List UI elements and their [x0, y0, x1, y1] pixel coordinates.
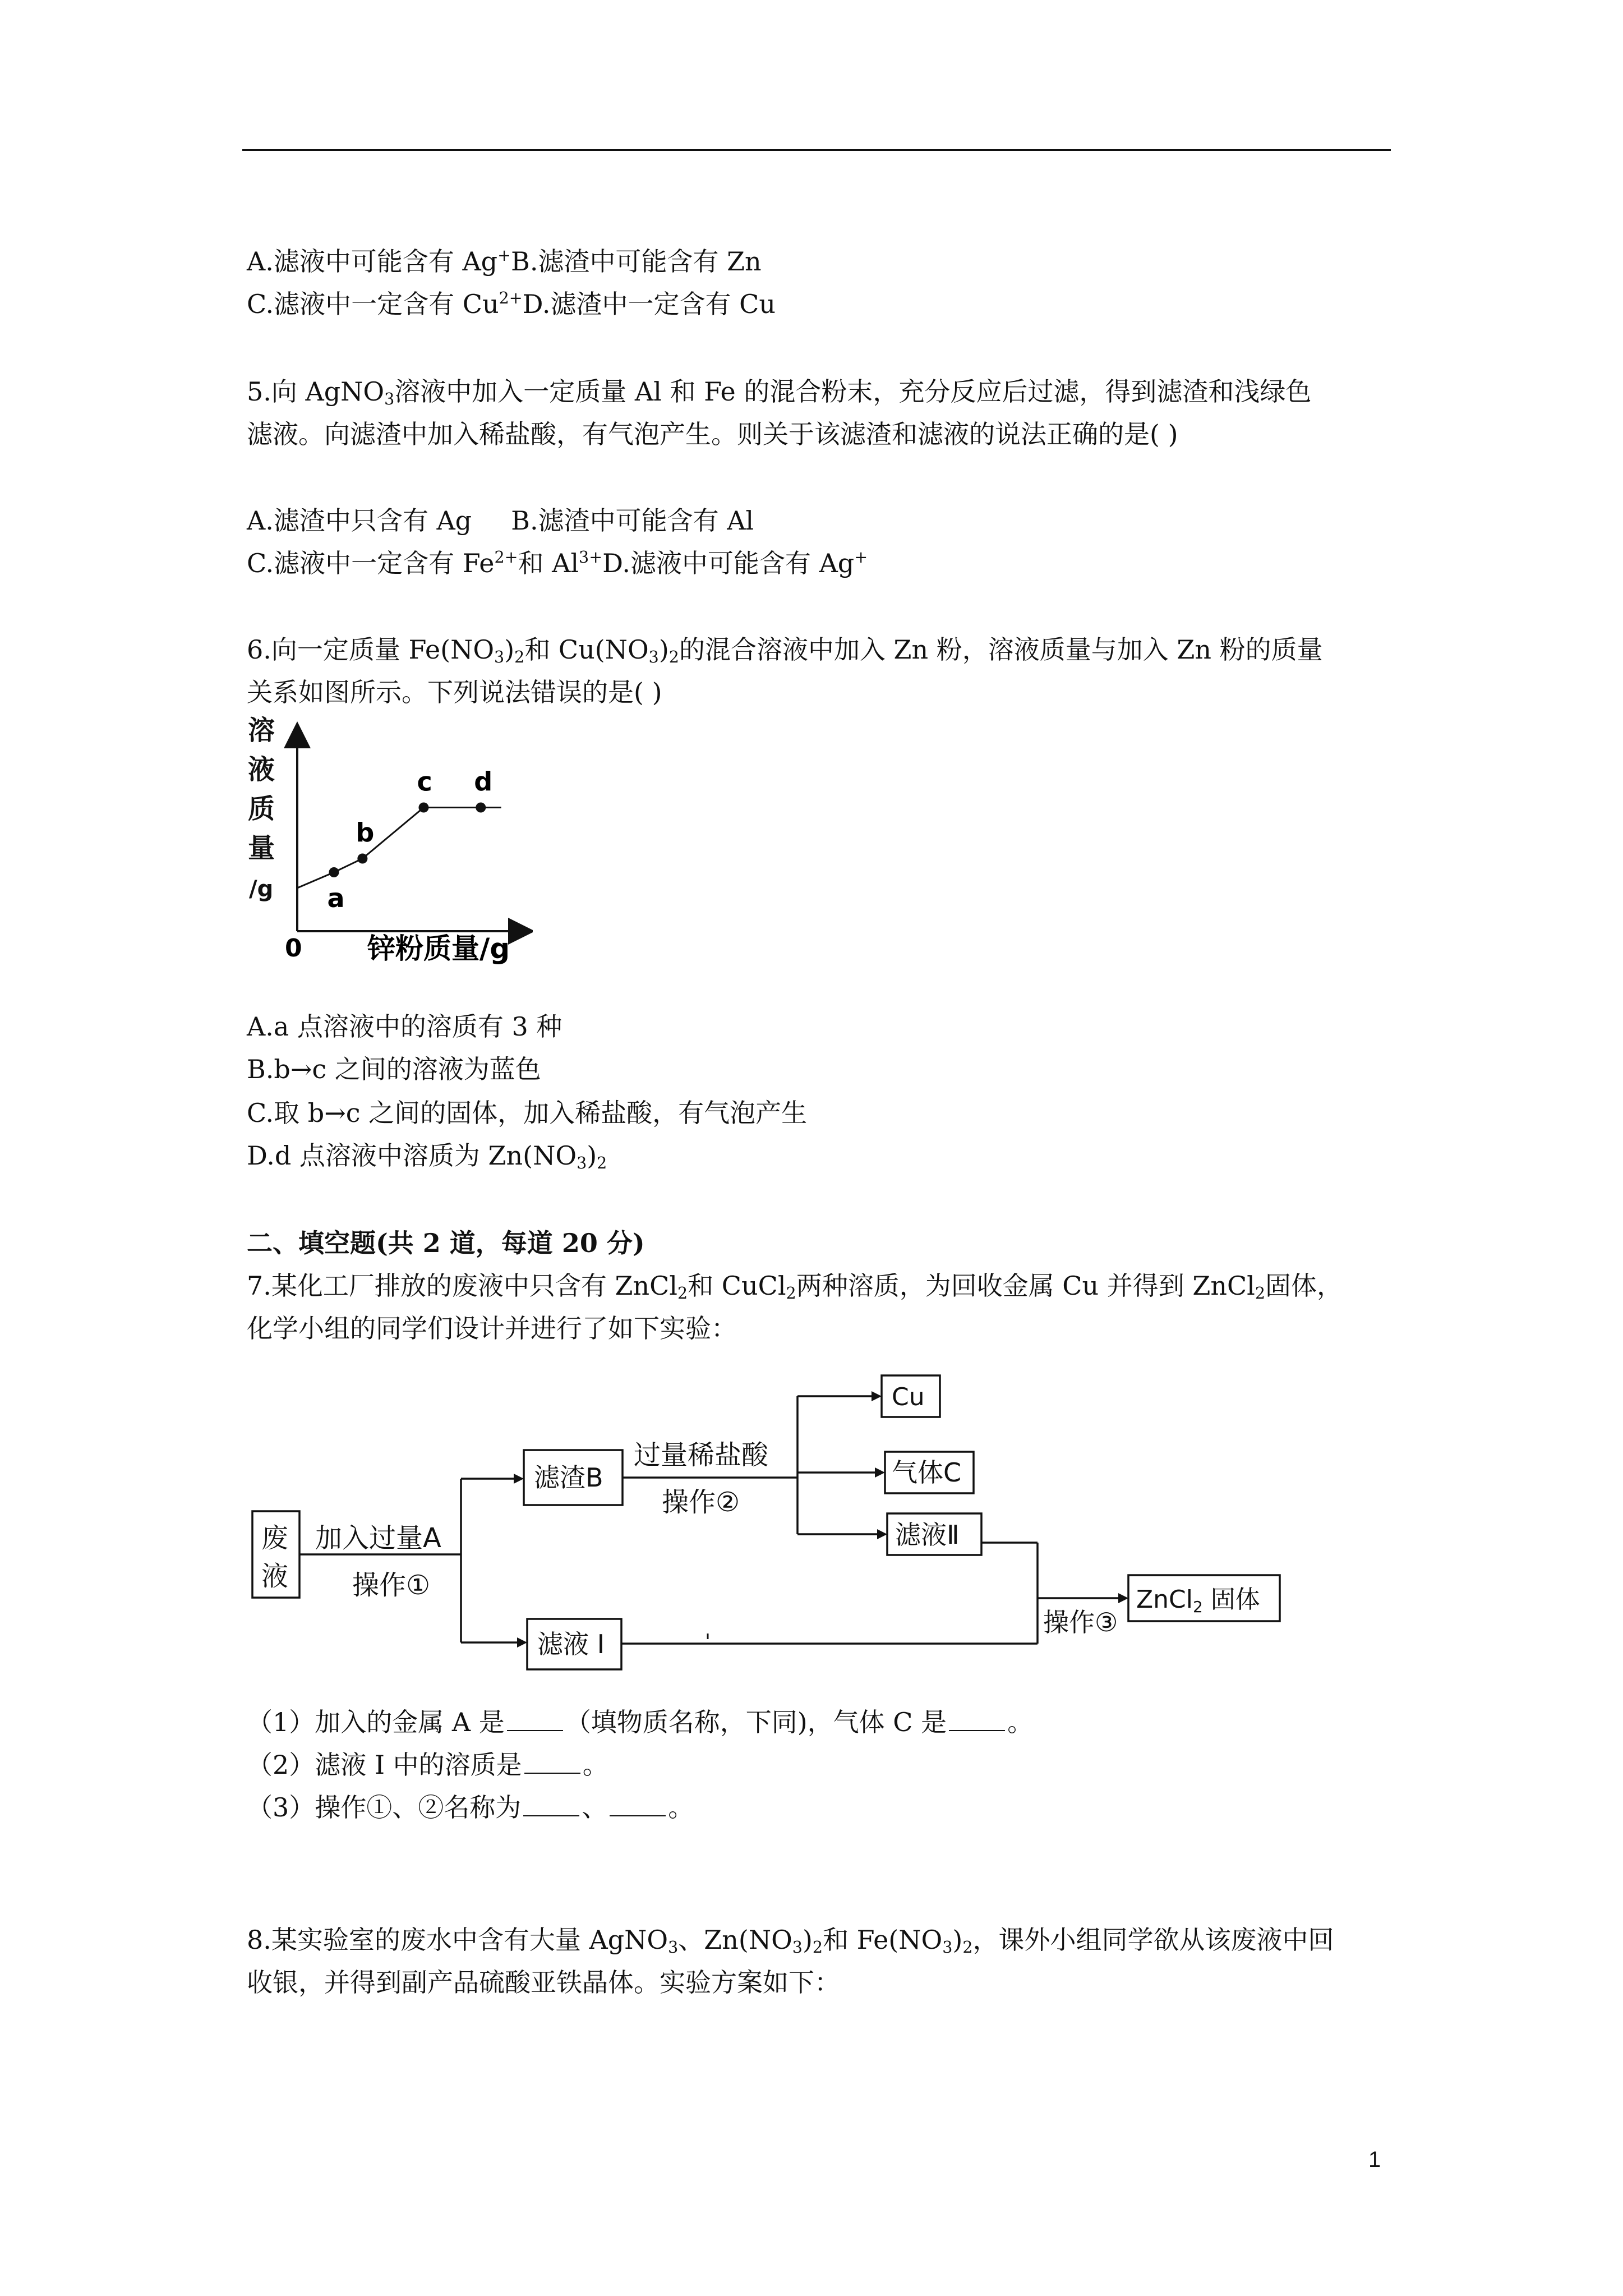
svg-text:液: 液: [261, 1561, 289, 1592]
q8-stem-line1: 8.某实验室的废水中含有大量 AgNO$_3$、$Zn(NO_3)_2$和 $Fe(NO_3)_2$，课外小组同学欲从该废液中回: [247, 1925, 1334, 1957]
y-axis-label-char: /g: [249, 876, 274, 902]
q5-options-ab: A.滤渣中只含有 Ag B.滤渣中可能含有 Al: [247, 505, 754, 536]
q5-stem-line1: 5.向 AgNO$_3$溶液中加入一定质量 Al 和 Fe 的混合粉末，充分反应后过滤，得到滤渣和浅绿色: [247, 376, 1312, 409]
blank-op1-name[interactable]: [523, 1793, 579, 1816]
blank-op2-name[interactable]: [610, 1793, 666, 1816]
svg-text:操作②: 操作②: [662, 1487, 740, 1518]
q6-stem-line2: 关系如图所示。下列说法错误的是( ): [247, 677, 662, 707]
q6-option-c: C.取 b→c 之间的固体，加入稀盐酸，有气泡产生: [247, 1098, 808, 1128]
q7-sub1: （1）加入的金属 A 是 （填物质名称，下同)，气体 C 是 。: [247, 1707, 1034, 1737]
section-title: 二、填空题(共 2 道，每道 20 分): [247, 1228, 645, 1258]
page-number: 1: [1368, 2147, 1381, 2172]
svg-text:Cu: Cu: [892, 1383, 925, 1411]
origin-label: 0: [285, 934, 302, 963]
point-label-c: c: [417, 766, 432, 797]
q5-options-cd: C.滤液中一定含有 $Fe^{2+}$和 $Al^{3+}D$.滤液中可能含有 Ag+: [247, 547, 868, 578]
svg-text:操作①: 操作①: [352, 1570, 431, 1601]
y-axis-label-char: 液: [248, 754, 275, 785]
q7-stem-line1: 7.某化工厂排放的废液中只含有 ZnCl$_2$和 CuCl$_2$两种溶质，为回收金属 Cu 并得到 ZnCl$_2$固体，: [247, 1271, 1343, 1303]
svg-text:滤液Ⅱ: 滤液Ⅱ: [895, 1520, 960, 1550]
svg-text:操作③: 操作③: [1043, 1607, 1118, 1637]
svg-text:滤渣B: 滤渣B: [534, 1462, 603, 1493]
y-axis-label-char: 量: [248, 832, 275, 864]
q5-stem-line2: 滤液。向滤渣中加入稀盐酸，有气泡产生。则关于该滤渣和滤液的说法正确的是( ): [247, 419, 1178, 449]
q8-stem-line2: 收银，并得到副产品硫酸亚铁晶体。实验方案如下：: [247, 1967, 840, 1998]
q7-stem-line2: 化学小组的同学们设计并进行了如下实验：: [247, 1313, 737, 1343]
q4-options-cd: C.滤液中一定含有 $Cu^{2+}D$.滤渣中一定含有 Cu: [247, 288, 776, 319]
svg-text:废: 废: [261, 1522, 289, 1554]
q7-sub2: （2）滤液 I 中的溶质是 。: [247, 1750, 608, 1780]
point-label-d: d: [474, 766, 493, 797]
x-axis-label: 锌粉质量/g: [367, 932, 510, 965]
svg-text:气体C: 气体C: [892, 1457, 962, 1488]
q6-option-a: A.a 点溶液中的溶质有 3 种: [247, 1011, 562, 1042]
q6-option-b: B.b→c 之间的溶液为蓝色: [247, 1054, 541, 1084]
y-axis-label-char: 质: [248, 793, 275, 825]
svg-text:过量稀盐酸: 过量稀盐酸: [634, 1439, 769, 1471]
q6-option-d: D.d 点溶液中溶质为 $Zn(NO_3)_2$: [247, 1140, 607, 1173]
blank-filtrate-solute[interactable]: [524, 1750, 580, 1774]
q4-options-ab: A.滤液中可能含有 Ag+B.滤渣中可能含有 Zn: [247, 246, 762, 277]
svg-text:滤液 I: 滤液 I: [537, 1629, 605, 1659]
q6-stem-line1: 6.向一定质量 $Fe(NO_3)_2$和 $Cu(NO_3)_2$的混合溶液中加入 Zn 粉，溶液质量与加入 Zn 粉的质量: [247, 634, 1323, 667]
svg-text:加入过量A: 加入过量A: [315, 1522, 441, 1554]
point-label-a: a: [327, 883, 345, 913]
q7-sub3: （3）操作①、②名称为 、 。: [247, 1792, 694, 1823]
y-axis-label-char: 溶: [248, 715, 275, 746]
point-label-b: b: [356, 817, 375, 848]
blank-metal-a[interactable]: [507, 1708, 563, 1731]
blank-gas-c[interactable]: [949, 1708, 1005, 1731]
svg-text:ZnCl2 固体: ZnCl2 固体: [1136, 1585, 1260, 1616]
